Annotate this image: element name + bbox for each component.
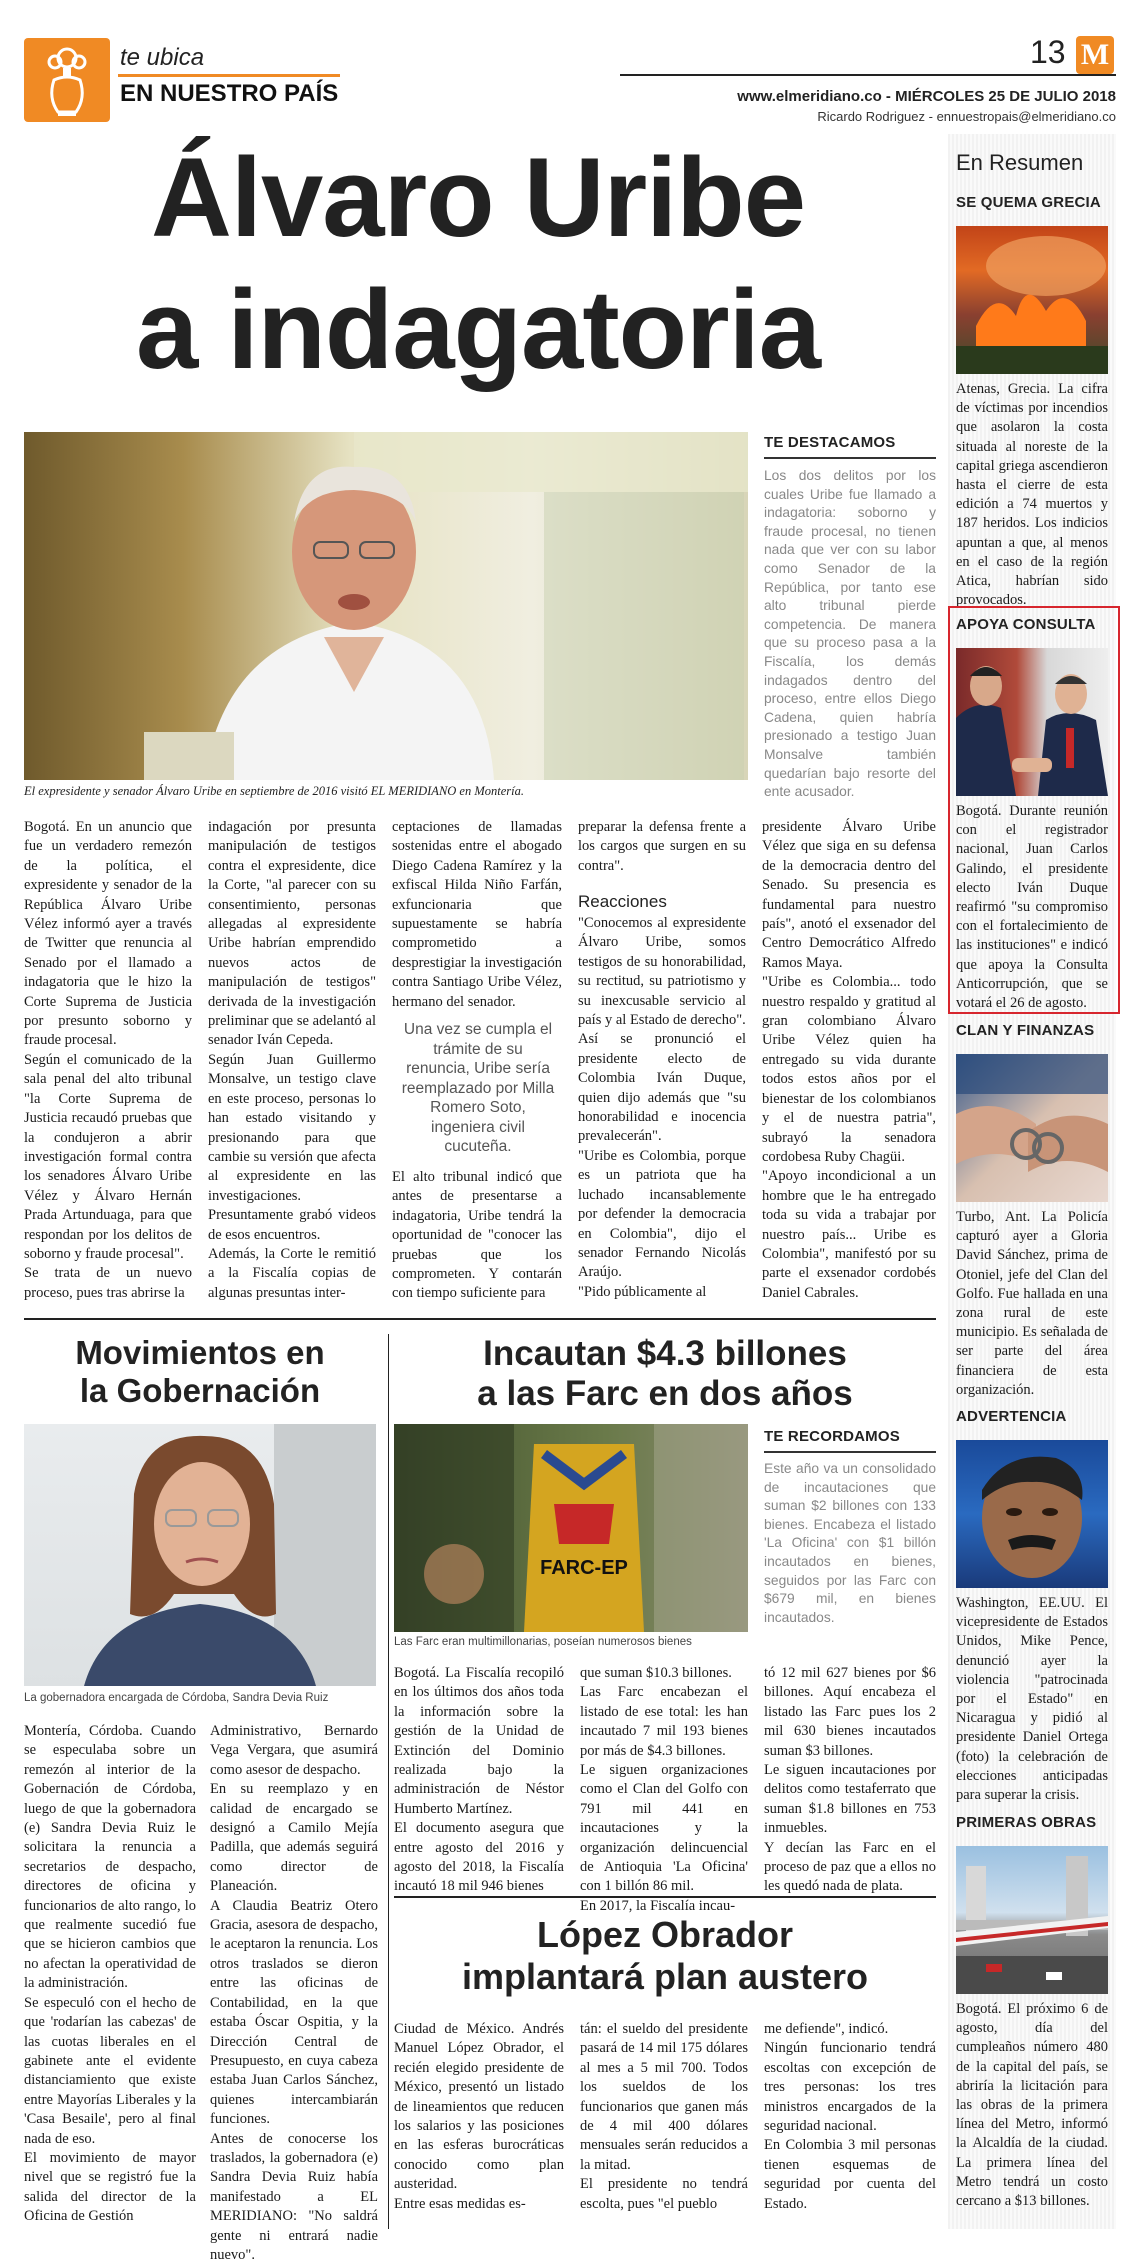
amlo-headline-line2: implantará plan austero: [461, 1956, 869, 1997]
farc-headline: [394, 1334, 936, 1414]
amlo-col-2: tán: el sueldo del presidente pasará de 14 mil 175 dólares al mes a 5 mil 700. Todos los sueldos de los funcionarios que ganen más de 4 mil 400 dólares mensuales serán reducidos a la mitad. El presidente no tendrá escolta, pues "el pueblo: [580, 2021, 748, 2212]
farc-photo-caption: Las Farc eran multimillonarias, poseían numerosos bienes: [394, 1636, 692, 1648]
gob-headline-line1: Movimientos en: [75, 1334, 325, 1371]
farc-headline-line1: Incautan $4.3 billones: [483, 1334, 847, 1373]
sidebar-title: En Resumen: [956, 150, 1084, 175]
main-headline-line1: Álvaro Uribe: [151, 135, 805, 260]
sidebar-heading-consulta: APOYA CONSULTA: [956, 616, 1096, 633]
recall-title: TE RECORDAMOS: [764, 1428, 900, 1445]
main-col-4-bottom: "Conocemos al expresidente Álvaro Uribe, somos testigos de su honorabilidad, su rectitud, su patriotismo y su inexcusable servicio al país y al Estado de derecho". Así se pronunció el presidente electo de Colombia Iván Duque, quien dijo además que "su honorabilidad e inocencia prevalecerán". "Uribe es Colombia, porque es un patriota que ha luchado incansablemente por defender la democracia en Colombia", dijo el senador Fernando Nicolás Araújo. "Pido públicamente al: [578, 915, 746, 1300]
main-col-5: presidente Álvaro Uribe Vélez que siga en su defensa de la democracia dentro del Senado. Su presencia es fundamental para nuestro país", anotó el exsenador del Centro Democrático Alfredo Ramos Maya. "Uribe es Colombia... todo nuestro respaldo y gratitud al gran colombiano Álvaro Uribe Vélez quien ha entregado su vida durante todos estos años por el bienestar de los colombianos y el de nuestra patria", subrayó la senadora cordobesa Ruby Chagüi. "Apoyo incondicional a un hombre que le ha entregado toda su vida a trabajar por nuestro país... Uribe es Colombia", manifestó por su parte el exsenador cordobés Daniel Cabrales.: [762, 819, 936, 1301]
farc-photo: [394, 1424, 748, 1632]
main-headline-line2: a indagatoria: [135, 267, 821, 392]
section-logo-box: [24, 38, 110, 122]
uribe-photo: [24, 432, 748, 780]
gob-headline-line2: la Gobernación: [79, 1372, 321, 1409]
gob-photo-caption: La gobernadora encargada de Córdoba, Sandra Devia Ruiz: [24, 1692, 329, 1704]
handcuffs-photo: [956, 1054, 1108, 1202]
main-photo-caption: El expresidente y senador Álvaro Uribe en septiembre de 2016 visitó EL MERIDIANO en Montería.: [24, 784, 525, 798]
sidebar-text-clan: Turbo, Ant. La Policía capturó ayer a Gloria David Sánchez, prima de Otoniel, jefe del Clan del Golfo. Fue hallada en una zona rural de este municipio. Es señalada de ser parte del área financiera de esta organización.: [956, 1209, 1108, 1398]
gob-col-2: Administrativo, Bernardo Vega Vergara, que asumirá como asesor de despacho. En su reemplazo y en calidad de encargado se designó a Camilo Mejía Padilla, que además seguirá como director de Planeación. A Claudia Beatriz Otero Gracia, asesora de despacho, le aceptaron la renuncia. Los otros traslados se dieron entre las oficinas de Contabilidad, en la que estaba Óscar Ospitia, y la Dirección Central de Presupuesto, en cuya cabeza estaba Juan Carlos Sánchez, quienes intercambiarán funciones. Antes de conocerse los traslados, la gobernadora (e) Sandra Devia Ruiz había manifestado a EL MERIDIANO: "No saldrá gente ni entrará nadie nuevo".: [210, 1723, 378, 2263]
duque-galindo-photo: [956, 648, 1108, 796]
gob-col-1: Montería, Córdoba. Cuando se especulaba sobre un remezón al interior de la Gobernación de Córdoba, luego de que la gobernadora (e) Sandra Devia Ruiz le solicitara la renuncia a secretarios de despacho, directores de oficina y funcionarios de alto rango, lo que realmente sucedió fue que se hicieron cambios que no afectan la operatividad de la administración. Se especuló con el hecho de que 'rodarían las cabezas' de las cuotas liberales en el gabinete ante el evidente distanciamiento que existe entre Mayorías Liberales y la 'Casa Besaile', pero al final nada de eso. El movimiento de mayor nivel que se registró fue la salida del director de la Oficina de Gestión: [24, 1723, 196, 2225]
recall-rule: [764, 1451, 936, 1453]
pullquote: Una vez se cumpla el trámite de su renuncia, Uribe sería reemplazado por Milla Romero Soto, ingeniera civil cucuteña.: [401, 1021, 555, 1155]
farc-headline-line2: a las Farc en dos años: [477, 1374, 853, 1413]
meridiano-logo-icon: M: [1076, 36, 1114, 74]
farc-col-3: tó 12 mil 627 bienes por $6 billones. Aquí encabeza el listado las Farc pues los 2 mil 630 bienes incautados suman $3 billones. Le siguen incautaciones por delitos como testaferrato que suman $1.8 billones en 753 inmuebles. Y decían las Farc en el proceso de paz que a ellos no les quedó nada de plata.: [764, 1665, 936, 1895]
header-rule: [620, 74, 1116, 76]
amlo-col-3: me defiende", indicó. Ningún funcionario tendrá escoltas con excepción de tres personas: los tres ministros encargados de la seguridad nacional. En Colombia 3 mil personas tienen esquemas de seguridad por cuenta del Estado.: [764, 2021, 936, 2212]
highlight-title: TE DESTACAMOS: [764, 434, 896, 451]
gobernadora-photo: [24, 1424, 376, 1686]
reactions-title: Reacciones: [578, 892, 667, 911]
header-url-date: www.elmeridiano.co - MIÉRCOLES 25 DE JULIO 2018: [737, 88, 1116, 105]
highlight-rule: [764, 457, 936, 459]
sidebar-heading-advertencia: ADVERTENCIA: [956, 1408, 1067, 1425]
section-label-bottom: EN NUESTRO PAÍS: [120, 80, 339, 107]
section-label-top: te ubica: [120, 44, 205, 71]
sidebar-heading-obras: PRIMERAS OBRAS: [956, 1814, 1097, 1831]
section-label-divider: [118, 74, 340, 77]
sidebar-text-grecia: Atenas, Grecia. La cifra de víctimas por incendios que asolaron la costa situada al noreste de la capital griega ascendieron hasta el cierre de esta edición a 74 muertos y 187 heridos. Los indicios apuntan a que, al menos en el caso de la región Atica, habrían sido provocados.: [956, 381, 1108, 609]
main-col-2: indagación por presunta manipulación de testigos contra el expresidente, dice la Corte, "al parecer con su consentimiento, personas allegadas al expresidente Uribe habrían emprendido nuevos actos de manipulación de testigos" derivada de la investigación preliminar que se adelantó al senador Iván Cepeda. Según Juan Guillermo Monsalve, un testigo clave en este proceso, personas lo han estado visitando y presionando para que cambie su versión que afecta al expresidente en las investigaciones. Presuntamente grabó videos de esos encuentros. Además, la Corte le remitió a la Fiscalía copias de algunas presuntas inter-: [208, 819, 376, 1301]
amlo-headline: [394, 1914, 936, 1998]
highlight-text: Los dos delitos por los cuales Uribe fue llamado a indagatoria: soborno y fraude procesal, no tienen nada que ver con su labor como Senador de la República, por tanto ese alto tribunal pierde competencia. De manera que su proceso pasa a la Fiscalía, los demás indagados dentro del proceso, entre ellos Diego Cadena, quien habría presionado a testigo Juan Monsalve también quedarían bajo resorte del ente acusador.: [764, 468, 936, 800]
sidebar-heading-grecia: SE QUEMA GRECIA: [956, 194, 1101, 211]
gob-vertical-rule: [388, 1334, 389, 2229]
main-bottom-rule: [24, 1318, 936, 1320]
sidebar-heading-clan: CLAN Y FINANZAS: [956, 1022, 1095, 1039]
sidebar-text-advertencia: Washington, EE.UU. El vicepresidente de Estados Unidos, Mike Pence, denunció ayer la violencia "patrocinada por el Estado" en Nicaragua y pidió al presidente Daniel Ortega (foto) la celebración de elecciones anticipadas para superar la crisis.: [956, 1595, 1108, 1804]
page-number: 13: [1030, 34, 1066, 70]
main-col-4-top: preparar la defensa frente a los cargos que surgen en su contra".: [578, 819, 746, 874]
vase-logo-icon: [24, 38, 110, 122]
main-col-3-bottom: El alto tribunal indicó que antes de presentarse a indagatoria, Uribe tendrá la oportunidad de "conocer las pruebas que los comprometen. Y contarán con tiempo suficiente para: [392, 1169, 562, 1302]
farc-patch-text: FARC-EP: [540, 1557, 628, 1579]
farc-bottom-rule: [394, 1896, 936, 1898]
sidebar-text-obras: Bogotá. El próximo 6 de agosto, día del cumpleaños número 480 de la capital del país, se abriría la licitación para las obras de la primera línea del Metro, informó la Alcaldía de la ciudad. La primera línea del Metro tendrá un costo cercano a $13 billones.: [956, 2001, 1108, 2210]
ortega-photo: [956, 1440, 1108, 1588]
grecia-fire-photo: [956, 226, 1108, 374]
amlo-col-1: Ciudad de México. Andrés Manuel López Obrador, el recién elegido presidente de México, presentó un listado de lineamientos que reducen los salarios y las posiciones en las esferas burocráticas conocido como plan austeridad. Entre esas medidas es-: [394, 2021, 564, 2212]
farc-col-2: que suman $10.3 billones. Las Farc encabezan el listado de ese total: les han incautado 7 mil 193 bienes por más de $4.3 billones. Le siguen organizaciones como el Clan del Golfo con 791 mil 441 en incautaciones y la organización delincuencial de Antioquia 'La Oficina' con 1 billón 86 mil. En 2017, la Fiscalía incau-: [580, 1665, 748, 1914]
farc-col-1: Bogotá. La Fiscalía recopiló en los últimos dos años toda la información sobre la gestión de la Unidad de Extinción del Dominio realizada bajo la administración de Néstor Humberto Martínez. El documento asegura que entre agosto del 2016 y agosto del 2018, la Fiscalía incautó 18 mil 946 bienes: [394, 1665, 564, 1895]
amlo-headline-line1: López Obrador: [536, 1914, 793, 1955]
sidebar-text-consulta: Bogotá. Durante reunión con el registrador nacional, Juan Carlos Galindo, el presidente electo Iván Duque reafirmó "su compromiso con el fortalecimiento de las instituciones" e indicó que apoya la Consulta Anticorrupción, que se votará el 26 de agosto.: [956, 803, 1108, 1012]
gob-headline: [24, 1334, 376, 1410]
main-col-3-top: ceptaciones de llamadas sostenidas entre el abogado Diego Cadena Ramírez y la exfiscal Hilda Niño Farfán, exfuncionaria que supuestamente se habría comprometido a desprestigiar la investigación contra Santiago Uribe Vélez, hermano del senador.: [392, 819, 562, 1010]
metro-render-photo: [956, 1846, 1108, 1994]
recall-text: Este año va un consolidado de incautaciones que suman $2 billones con 133 bienes. Encabeza el listado 'La Oficina' con $1 billón incautados en bienes, seguidos por las Farc con $679 mil, en bienes incautados.: [764, 1461, 936, 1625]
main-col-1: Bogotá. En un anuncio que fue un verdadero remezón de la política, el expresidente y senador de la República Álvaro Uribe Vélez informó ayer a través de Twitter que renuncia al Senado por el llamado a indagatoria que le hizo la Corte Suprema de Justicia por presunto soborno y fraude procesal. Según el comunicado de la sala penal del alto tribunal "la Corte Suprema de Justicia recaudó pruebas que la condujeron a abrir investigación formal contra los senadores Álvaro Uribe Vélez y Álvaro Hernán Prada Artunduaga, para que respondan por los delitos de soborno y fraude procesal". Se trata de un nuevo proceso, pues tras abrirse la: [24, 819, 192, 1301]
main-headline: [24, 132, 932, 396]
header-author: Ricardo Rodriguez - ennuestropais@elmeridiano.co: [817, 109, 1116, 124]
